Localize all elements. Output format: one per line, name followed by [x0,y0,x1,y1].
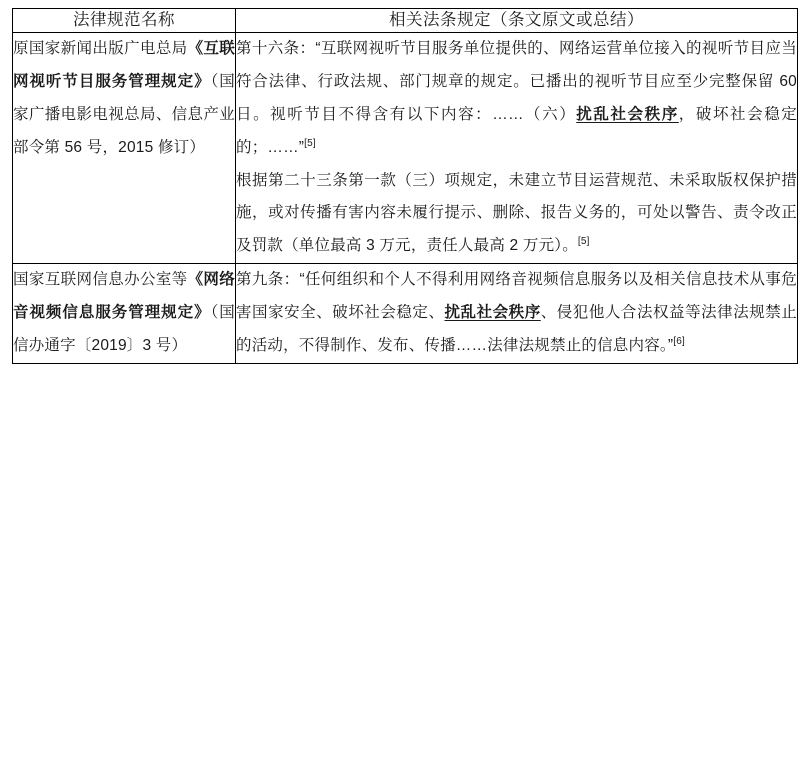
law-name-prefix: 国家互联网信息办公室等 [13,271,188,289]
law-name-text [13,33,235,164]
provision-tail: 、侵犯他人合法权益等法律法规禁止的活动，不得制作、发布、传播……法律法规禁止的信息内容。” [236,303,798,354]
law-name-suffix: （国家广播电影电视总局、信息产业部令第 56 号，2015 修订） [13,72,235,156]
footnote-ref: [5] [304,137,316,149]
column-header-provision: 相关法条规定（条文原文或总结） [236,9,798,33]
law-name-text [13,264,235,363]
provision-lead: 根据第二十三条第一款（三）项规定，未建立节目运营规范、未采取版权保护措施，或对传播有害内容未履行提示、删除、报告义务的，可处以警告、责令改正及罚款（单位最高 3 万元，责任人最高 2 万元）。 [236,171,797,255]
provision-paragraph [236,165,797,264]
law-name-prefix: 原国家新闻出版广电总局 [13,40,188,58]
provision-cell [236,264,798,364]
provision-paragraph [236,33,797,164]
provision-cell [236,33,798,264]
provision-lead: 第十六条：“互联网视听节目服务单位提供的、网络运营单位接入的视听节目应当符合法律、行政法规、部门规章的规定。已播出的视听节目应至少完整保留 60 日。视听节目不得含有以下内容：……（六） [236,40,797,123]
footnote-ref: [5] [577,236,590,248]
provision-emphasis: 扰乱社会秩序 [444,303,541,321]
law-name-suffix: （国信办通字〔2019〕3 号） [13,303,235,354]
law-name-title: 《互联网视听节目服务管理规定》 [13,40,235,90]
provision-emphasis: 扰乱社会秩序 [576,105,679,123]
table-row [13,264,798,364]
table-header-row [13,9,798,33]
provision-tail: ，破坏社会稳定的；……” [236,105,797,156]
law-reference-table [12,8,798,364]
column-header-law-name: 法律规范名称 [13,9,236,33]
provision-paragraph [236,264,797,363]
law-name-title: 《网络音视频信息服务管理规定》 [13,271,235,321]
table-row [13,33,798,264]
provision-lead: 第九条：“任何组织和个人不得利用网络音视频信息服务以及相关信息技术从事危害国家安全、破坏社会稳定、 [236,271,797,321]
footnote-ref: [6] [673,335,685,347]
law-name-cell [13,33,236,264]
law-name-cell [13,264,236,364]
